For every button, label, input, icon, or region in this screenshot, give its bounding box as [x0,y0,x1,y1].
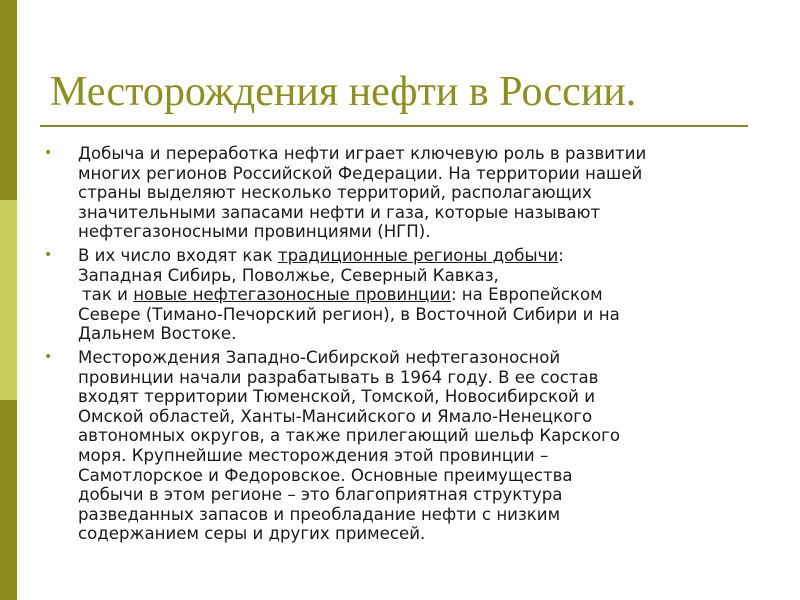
bullet-icon: • [44,246,53,263]
sidebar-stripe-middle [0,200,17,400]
text-line: разведанных запасов и преобладание нефти с низким [78,504,561,524]
bullet-list [44,144,764,548]
text-line: Самотлорское и Федоровское. Основные преимущества [78,465,573,485]
text-line: добычи в этом регионе – это благоприятная структура [78,485,563,505]
text-line: значительными запасами нефти и газа, которые называют [78,202,601,222]
traditional-regions-underlined: традиционные регионы добычи [277,245,559,265]
text-line: Западная Сибирь, Поволжье, Северный Кавказ, [78,265,499,285]
text-line: многих регионов Российской Федерации. На территории нашей [78,163,643,183]
text-segment: : [558,245,564,265]
bullet-icon: • [44,145,53,161]
text-line: Добыча и переработка нефти играет ключевую роль в развитии [78,144,647,163]
new-provinces-underlined: новые нефтегазоносные провинции [133,285,451,305]
text-line: Омской областей, Ханты-Мансийского и Ямало-Ненецкого [78,406,593,426]
text-line: Месторождения Западно-Сибирской нефтегазоносной [78,347,561,367]
text-line: входят территории Тюменской, Томской, Новосибирской и [78,387,595,407]
bullet-icon: • [44,348,53,365]
sidebar-stripe-bottom [0,400,17,600]
text-line: провинции начали разрабатывать в 1964 году. В ее состав [78,367,599,387]
slide-title: Месторождения нефти в России. [50,69,637,115]
text-line [78,246,764,266]
text-line: автономных округов, а также прилегающий шельф Карского [78,426,620,446]
text-segment: В их число входят как [78,245,278,265]
sidebar-stripe-top [0,0,17,200]
text-segment: так и [82,285,134,305]
text-segment: : на Европейском [450,285,603,305]
bullet-item-1 [44,144,764,242]
text-line: страны выделяют несколько территорий, располагающих [78,183,592,203]
title-underline [40,125,748,127]
bullet-item-3 [44,348,764,544]
text-line: Севере (Тимано-Печорский регион), в Восточной Сибири и на [78,304,620,324]
text-line: Дальнем Востоке. [78,324,237,344]
bullet-item-2 [44,246,764,344]
text-line: моря. Крупнейшие месторождения этой провинции – [78,445,549,465]
text-line: нефтегазоносными провинциями (НГП). [78,222,431,242]
text-line [78,285,764,305]
text-line: содержанием серы и других примесей. [78,524,426,544]
